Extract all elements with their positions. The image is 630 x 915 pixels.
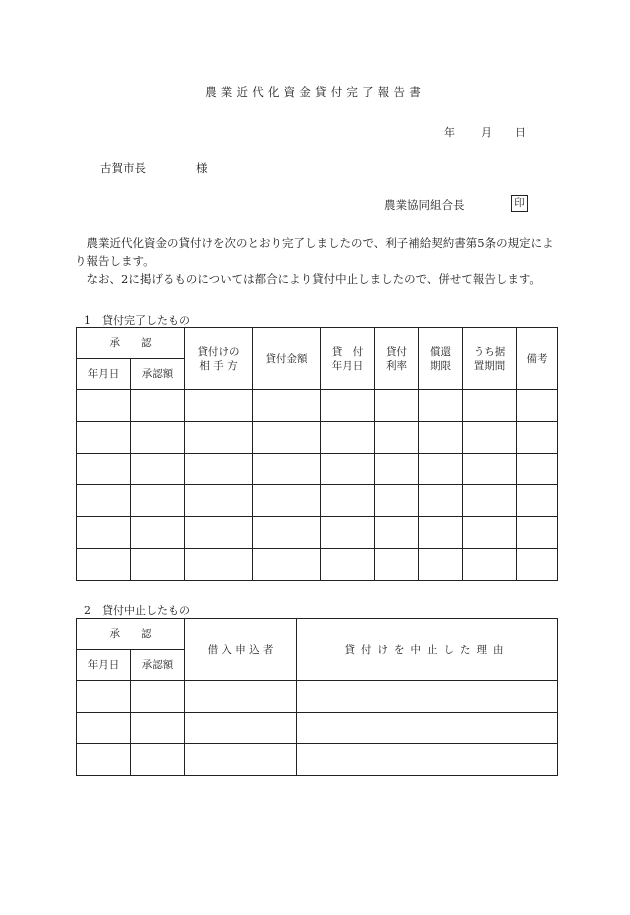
seal-mark: 印 — [511, 195, 528, 212]
header-approval-date: 年月日 — [77, 359, 131, 390]
header-approval-date: 年月日 — [77, 650, 131, 681]
table-row — [77, 712, 558, 744]
date-year-label: 年 — [444, 126, 455, 139]
header-grace-period: うち据 置期間 — [463, 328, 517, 390]
body-text — [75, 234, 556, 288]
completed-loans-table — [76, 327, 558, 581]
table-row — [77, 548, 558, 580]
header-approved-amount: 承認額 — [131, 359, 185, 390]
cancelled-loans-table — [76, 618, 558, 776]
organization-name: 農業協同組合長 — [384, 198, 465, 212]
header-loan-date: 貸 付 年月日 — [321, 328, 375, 390]
header-counterparty: 貸付けの 相 手 方 — [185, 328, 253, 390]
section1-heading: 1 貸付完了したもの — [84, 314, 190, 327]
table-row — [77, 485, 558, 517]
header-interest-rate: 貸付 利率 — [375, 328, 419, 390]
date-month-label: 月 — [481, 126, 492, 139]
header-cancel-reason: 貸付けを中止した理由 — [297, 619, 558, 681]
header-repayment-term: 償還 期限 — [419, 328, 463, 390]
section2-heading: 2 貸付中止したもの — [84, 604, 190, 617]
header-remarks: 備考 — [517, 328, 558, 390]
table-row — [77, 517, 558, 549]
table-row — [77, 453, 558, 485]
addressee: 古賀市長 — [100, 161, 146, 175]
header-approval: 承 認 — [77, 328, 185, 359]
honorific: 様 — [196, 161, 208, 175]
table-row — [77, 390, 558, 422]
header-approval: 承 認 — [77, 619, 185, 650]
header-approved-amount: 承認額 — [131, 650, 185, 681]
date-day-label: 日 — [515, 126, 526, 139]
document-title: 農業近代化資金貸付完了報告書 — [205, 85, 425, 99]
header-applicant: 借 入 申 込 者 — [185, 619, 297, 681]
table-row — [77, 744, 558, 776]
body-paragraph-2: なお、2に掲げるものについては都合により貸付中止しましたので、併せて報告します。 — [86, 272, 541, 286]
table-row — [77, 421, 558, 453]
table-row — [77, 681, 558, 713]
body-paragraph-1: 農業近代化資金の貸付けを次のとおり完了しましたので、利子補給契約書第5条の規定により報告します。 — [75, 236, 554, 268]
header-loan-amount: 貸付金額 — [253, 328, 321, 390]
